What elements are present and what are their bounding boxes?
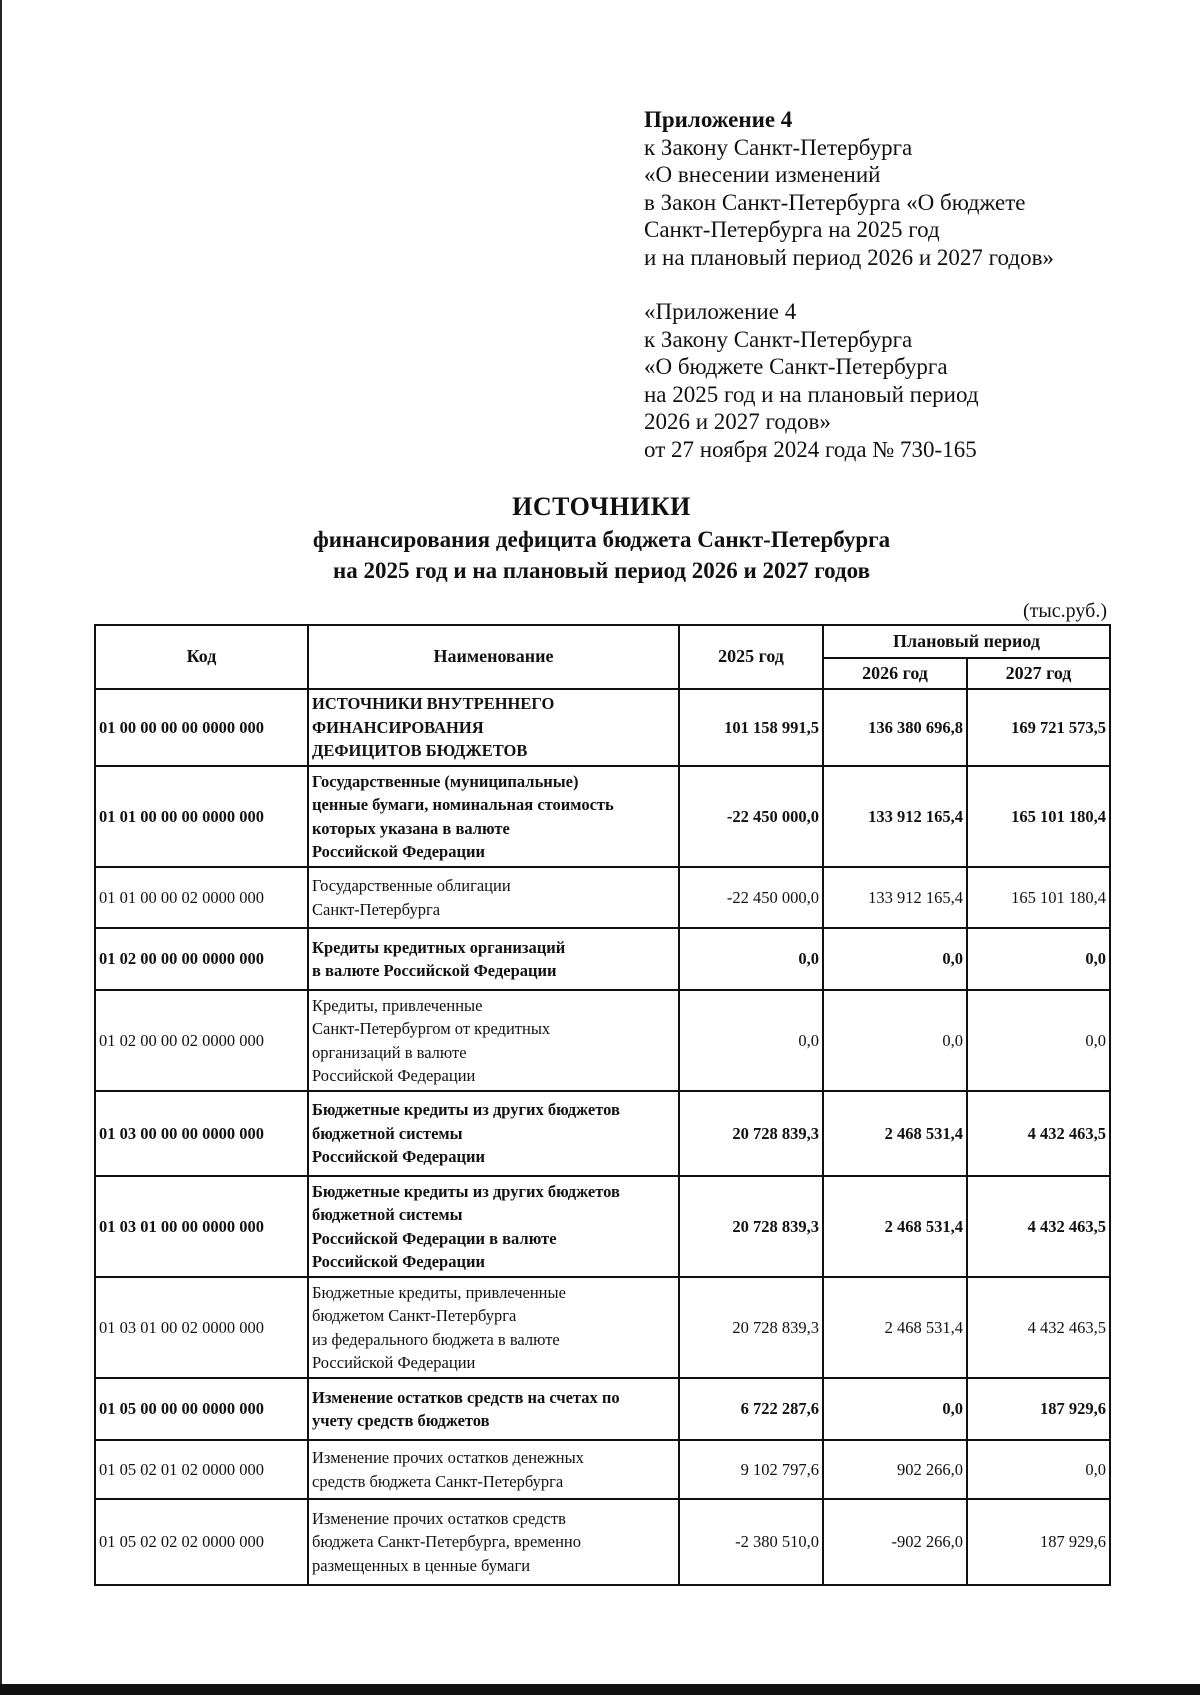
cell-v2026: 2 468 531,4 [823, 1176, 967, 1277]
cell-v2027: 4 432 463,5 [967, 1091, 1110, 1176]
cell-name-line: Российской Федерации в валюте [312, 1228, 557, 1248]
table-body [95, 689, 1110, 1585]
cell-name-line: Бюджетные кредиты из других бюджетов [312, 1100, 620, 1120]
cell-code: 01 03 01 00 00 0000 000 [95, 1176, 308, 1277]
cell-v2026: 2 468 531,4 [823, 1091, 967, 1176]
table-row [95, 1176, 1110, 1277]
cell-v2027: 169 721 573,5 [967, 689, 1110, 766]
annex-line: в Закон Санкт-Петербурга «О бюджете [644, 189, 1026, 215]
units-label: (тыс.руб.) [1022, 600, 1107, 622]
cell-name [308, 1091, 679, 1176]
cell-name-line: организаций в валюте [312, 1042, 467, 1062]
cell-name-line: Бюджетные кредиты, привлеченные [312, 1282, 566, 1302]
cell-v2025: 0,0 [679, 990, 823, 1091]
cell-name [308, 867, 679, 928]
annex-quoted-line: от 27 ноября 2024 года № 730-165 [644, 436, 977, 462]
cell-v2025: 20 728 839,3 [679, 1277, 823, 1378]
annex-line: «О внесении изменений [644, 162, 881, 187]
table-row [95, 1499, 1110, 1585]
cell-v2025: 0,0 [679, 928, 823, 990]
cell-name [308, 1277, 679, 1378]
cell-v2027: 165 101 180,4 [967, 867, 1110, 928]
cell-name-line: в валюте Российской Федерации [312, 961, 557, 980]
cell-v2026: 133 912 165,4 [823, 766, 967, 867]
table-row [95, 1277, 1110, 1378]
cell-name-line: Российской Федерации [312, 1252, 485, 1271]
cell-name-line: Изменение остатков средств на счетах по [312, 1387, 620, 1407]
header-planned-period: Плановый период [823, 625, 1110, 658]
cell-v2027: 0,0 [967, 990, 1110, 1091]
cell-v2027: 4 432 463,5 [967, 1176, 1110, 1277]
cell-name-line: ценные бумаги, номинальная стоимость [312, 795, 614, 814]
cell-v2027: 0,0 [967, 928, 1110, 990]
cell-v2025: -22 450 000,0 [679, 766, 823, 867]
cell-v2027: 165 101 180,4 [967, 766, 1110, 867]
cell-v2026: 902 266,0 [823, 1440, 967, 1499]
table-row [95, 766, 1110, 867]
table-row [95, 928, 1110, 990]
cell-name-line: Российской Федерации [312, 842, 485, 861]
cell-v2025: 20 728 839,3 [679, 1176, 823, 1277]
annex-quoted-line: «О бюджете Санкт-Петербурга [644, 354, 948, 379]
cell-v2026: 0,0 [823, 928, 967, 990]
cell-name-line: учету средств бюджетов [312, 1411, 490, 1430]
cell-name-line: Изменение прочих остатков средств [312, 1508, 566, 1528]
cell-name-line: бюджетной системы [312, 1123, 463, 1143]
financing-sources-table [94, 624, 1111, 1586]
cell-v2027: 4 432 463,5 [967, 1277, 1110, 1378]
table-row [95, 1440, 1110, 1499]
title-main: ИСТОЧНИКИ [512, 492, 691, 521]
cell-name-line: из федерального бюджета в валюте [312, 1329, 560, 1349]
cell-v2026: 0,0 [823, 1378, 967, 1440]
cell-name [308, 766, 679, 867]
cell-v2026: 133 912 165,4 [823, 867, 967, 928]
header-code: Код [95, 625, 308, 689]
annex-header [644, 106, 1054, 463]
cell-v2026: 0,0 [823, 990, 967, 1091]
title-subtitle-1: финансирования дефицита бюджета Санкт-Петербурга [312, 527, 891, 552]
cell-name-line: Российской Федерации [312, 1353, 476, 1372]
cell-name-line: бюджетом Санкт-Петербурга [312, 1306, 517, 1325]
table-row [95, 689, 1110, 766]
cell-v2027: 187 929,6 [967, 1378, 1110, 1440]
title-subtitle-2: на 2025 год и на плановый период 2026 и 2027 годов [333, 558, 870, 583]
cell-name [308, 1378, 679, 1440]
cell-v2026: -902 266,0 [823, 1499, 967, 1585]
cell-v2025: 9 102 797,6 [679, 1440, 823, 1499]
cell-name [308, 1440, 679, 1499]
cell-code: 01 03 00 00 00 0000 000 [95, 1091, 308, 1176]
header-2026: 2026 год [823, 658, 967, 689]
document-title [94, 490, 1109, 586]
cell-v2025: 101 158 991,5 [679, 689, 823, 766]
cell-v2025: -22 450 000,0 [679, 867, 823, 928]
cell-name-line: Российской Федерации [312, 1147, 485, 1167]
annex-line: к Закону Санкт-Петербурга [644, 134, 913, 160]
cell-name-line: размещенных в ценные бумаги [312, 1555, 531, 1575]
scan-bottom-edge [0, 1684, 1200, 1695]
table-row [95, 867, 1110, 928]
cell-name-line: средств бюджета Санкт-Петербурга [312, 1471, 564, 1491]
cell-v2025: -2 380 510,0 [679, 1499, 823, 1585]
cell-name [308, 1176, 679, 1277]
cell-v2025: 6 722 287,6 [679, 1378, 823, 1440]
cell-code: 01 03 01 00 02 0000 000 [95, 1277, 308, 1378]
cell-v2027: 0,0 [967, 1440, 1110, 1499]
cell-name [308, 1499, 679, 1585]
cell-v2026: 2 468 531,4 [823, 1277, 967, 1378]
cell-name [308, 990, 679, 1091]
cell-v2026: 136 380 696,8 [823, 689, 967, 766]
cell-name [308, 689, 679, 766]
annex-quoted-line: на 2025 год и на плановый период [644, 381, 979, 407]
cell-name-line: Санкт-Петербурга [312, 899, 441, 919]
cell-name-line: ИСТОЧНИКИ ВНУТРЕННЕГО [312, 694, 555, 714]
cell-code: 01 02 00 00 02 0000 000 [95, 990, 308, 1091]
scan-left-edge [0, 0, 2, 1695]
table-row [95, 1378, 1110, 1440]
cell-name-line: Бюджетные кредиты из других бюджетов [312, 1181, 620, 1201]
table-row [95, 990, 1110, 1091]
header-2025: 2025 год [679, 625, 823, 689]
cell-name-line: бюджета Санкт-Петербурга, временно [312, 1532, 581, 1552]
cell-name-line: бюджетной системы [312, 1205, 463, 1224]
cell-name-line: Кредиты кредитных организаций [312, 937, 566, 957]
cell-name-line: Государственные (муниципальные) [312, 771, 579, 791]
cell-name-line: Государственные облигации [312, 876, 511, 895]
table-row [95, 1091, 1110, 1176]
header-2027: 2027 год [967, 658, 1110, 689]
annex-line: Санкт-Петербурга на 2025 год [644, 217, 940, 242]
cell-code: 01 05 00 00 00 0000 000 [95, 1378, 308, 1440]
cell-code: 01 05 02 01 02 0000 000 [95, 1440, 308, 1499]
cell-code: 01 05 02 02 02 0000 000 [95, 1499, 308, 1585]
cell-v2027: 187 929,6 [967, 1499, 1110, 1585]
cell-code: 01 01 00 00 02 0000 000 [95, 867, 308, 928]
cell-code: 01 00 00 00 00 0000 000 [95, 689, 308, 766]
header-name: Наименование [308, 625, 679, 689]
cell-name-line: ФИНАНСИРОВАНИЯ [312, 717, 484, 737]
cell-name-line: которых указана в валюте [312, 818, 510, 838]
annex-quoted-line: «Приложение 4 [644, 299, 797, 324]
annex-quoted-line: к Закону Санкт-Петербурга [644, 326, 913, 352]
annex-line: и на плановый период 2026 и 2027 годов» [644, 244, 1054, 270]
cell-name-line: Кредиты, привлеченные [312, 995, 483, 1015]
cell-code: 01 02 00 00 00 0000 000 [95, 928, 308, 990]
annex-quoted-line: 2026 и 2027 годов» [644, 409, 831, 434]
cell-v2025: 20 728 839,3 [679, 1091, 823, 1176]
cell-name [308, 928, 679, 990]
cell-name-line: Российской Федерации [312, 1066, 476, 1085]
annex-heading: Приложение 4 [644, 107, 793, 132]
cell-name-line: ДЕФИЦИТОВ БЮДЖЕТОВ [312, 741, 528, 761]
cell-name-line: Санкт-Петербургом от кредитных [312, 1019, 551, 1038]
cell-name-line: Изменение прочих остатков денежных [312, 1448, 584, 1467]
cell-code: 01 01 00 00 00 0000 000 [95, 766, 308, 867]
